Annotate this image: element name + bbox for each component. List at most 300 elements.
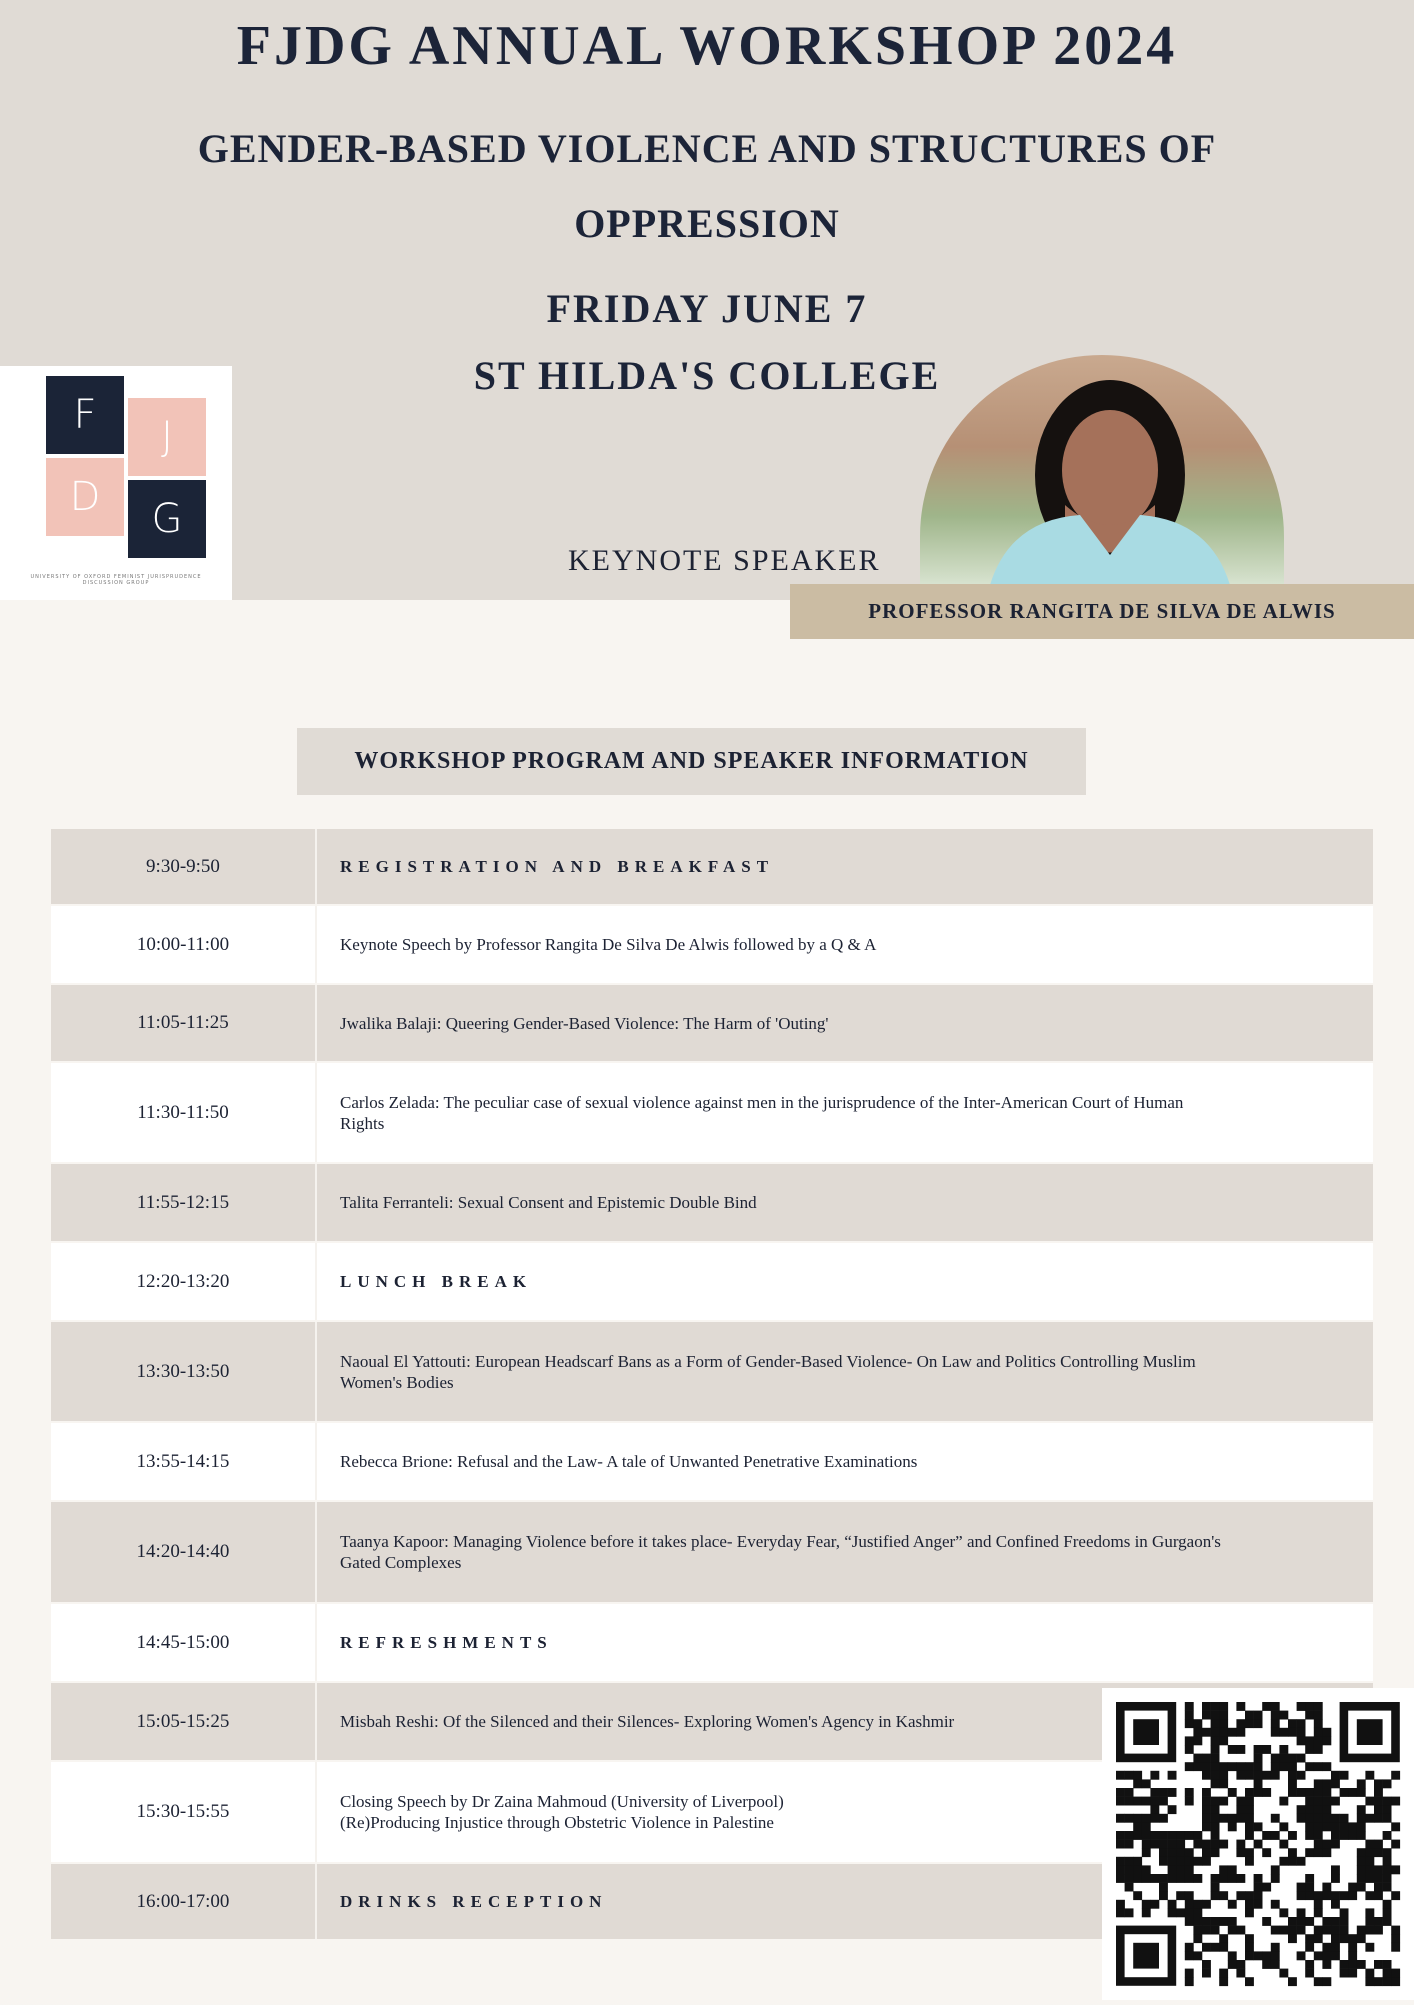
qr-module <box>1202 1754 1211 1763</box>
qr-module <box>1271 1926 1280 1935</box>
qr-module <box>1219 1969 1228 1978</box>
qr-module <box>1357 1926 1366 1935</box>
qr-module <box>1133 1797 1142 1806</box>
logo-letter-g: G <box>128 480 206 558</box>
qr-module <box>1391 1771 1400 1780</box>
qr-module <box>1297 1917 1306 1926</box>
qr-module <box>1254 1822 1263 1831</box>
qr-module <box>1391 1977 1400 1986</box>
session-description <box>317 1502 1373 1602</box>
qr-module <box>1211 1883 1220 1892</box>
qr-module <box>1116 1857 1125 1866</box>
qr-module <box>1116 1908 1125 1917</box>
session-time <box>51 1063 317 1162</box>
qr-module <box>1314 1736 1323 1745</box>
event-subtitle-cont: OPPRESSION <box>574 201 840 246</box>
program-row <box>51 1502 1373 1602</box>
qr-module <box>1159 1857 1168 1866</box>
qr-module <box>1305 1822 1314 1831</box>
qr-module <box>1193 1762 1202 1771</box>
session-text: Closing Speech by Dr Zaina Mahmoud (University of Liverpool) <box>340 1792 784 1811</box>
qr-module <box>1279 1926 1288 1935</box>
qr-module <box>1314 1977 1323 1986</box>
qr-module <box>1297 1771 1306 1780</box>
qr-module <box>1262 1951 1271 1960</box>
qr-module <box>1297 1702 1306 1711</box>
qr-module <box>1254 1900 1263 1909</box>
logo-caption: UNIVERSITY OF OXFORD FEMINIST JURISPRUDENCE DISCUSSION GROUP <box>30 574 202 586</box>
qr-module <box>1288 1857 1297 1866</box>
qr-module <box>1245 1797 1254 1806</box>
qr-module <box>1288 1831 1297 1840</box>
qr-module <box>1331 1917 1340 1926</box>
session-time <box>51 906 317 983</box>
qr-module <box>1125 1797 1134 1806</box>
qr-module <box>1168 1840 1177 1849</box>
qr-module <box>1168 1874 1177 1883</box>
qr-module <box>1133 1943 1159 1969</box>
qr-module <box>1271 1702 1280 1711</box>
time-text: 15:30-15:55 <box>136 1801 230 1822</box>
qr-code[interactable] <box>1102 1688 1414 2000</box>
qr-module <box>1271 1951 1280 1960</box>
session-time <box>51 1762 317 1862</box>
qr-module <box>1314 1805 1323 1814</box>
qr-module <box>1391 1822 1400 1831</box>
qr-module <box>1279 1711 1288 1720</box>
qr-module <box>1133 1719 1159 1745</box>
qr-module <box>1383 1874 1392 1883</box>
qr-module <box>1322 1951 1331 1960</box>
qr-module <box>1357 1874 1366 1883</box>
qr-module <box>1176 1874 1185 1883</box>
qr-module <box>1262 1883 1271 1892</box>
qr-module <box>1211 1736 1220 1745</box>
qr-module <box>1340 1822 1349 1831</box>
qr-module <box>1374 1865 1383 1874</box>
session-text: REFRESHMENTS <box>340 1633 553 1652</box>
qr-module <box>1297 1805 1306 1814</box>
qr-module <box>1142 1865 1151 1874</box>
qr-module <box>1202 1814 1211 1823</box>
qr-module <box>1245 1891 1254 1900</box>
qr-module <box>1228 1788 1237 1797</box>
session-time <box>51 1243 317 1320</box>
qr-module <box>1340 1788 1349 1797</box>
qr-module <box>1133 1814 1142 1823</box>
qr-module <box>1391 1840 1400 1849</box>
session-time <box>51 1864 317 1939</box>
qr-module <box>1271 1865 1280 1874</box>
qr-module <box>1142 1848 1151 1857</box>
program-row <box>51 985 1373 1061</box>
qr-module <box>1228 1822 1237 1831</box>
qr-module <box>1374 1917 1383 1926</box>
qr-module <box>1116 1771 1125 1780</box>
qr-module <box>1236 1969 1245 1978</box>
qr-module <box>1142 1900 1151 1909</box>
qr-module <box>1279 1797 1288 1806</box>
qr-module <box>1314 1926 1323 1935</box>
qr-module <box>1211 1917 1220 1926</box>
qr-module <box>1314 1951 1323 1960</box>
qr-module <box>1314 1814 1323 1823</box>
qr-module <box>1185 1702 1194 1711</box>
qr-module <box>1254 1951 1263 1960</box>
qr-module <box>1245 1900 1254 1909</box>
qr-module <box>1211 1926 1220 1935</box>
qr-module <box>1142 1874 1151 1883</box>
session-description <box>317 1063 1373 1162</box>
qr-module <box>1211 1728 1220 1737</box>
qr-module <box>1219 1702 1228 1711</box>
qr-module <box>1288 1779 1297 1788</box>
qr-module <box>1288 1977 1297 1986</box>
qr-module <box>1279 1745 1288 1754</box>
qr-module <box>1193 1926 1202 1935</box>
logo-letter-f: F <box>46 376 124 454</box>
time-text: 10:00-11:00 <box>136 933 230 955</box>
qr-module <box>1331 1831 1340 1840</box>
qr-module <box>1374 1960 1383 1969</box>
qr-module <box>1150 1771 1159 1780</box>
qr-module <box>1357 1719 1383 1745</box>
qr-module <box>1236 1848 1245 1857</box>
time-text: 15:05-15:25 <box>136 1710 230 1732</box>
qr-module <box>1305 1883 1314 1892</box>
qr-module <box>1202 1857 1211 1866</box>
qr-module <box>1322 1788 1331 1797</box>
qr-module <box>1348 1883 1357 1892</box>
qr-module <box>1245 1831 1254 1840</box>
time-text: 13:30-13:50 <box>136 1360 230 1382</box>
qr-module <box>1142 1814 1151 1823</box>
program-row <box>51 1322 1373 1421</box>
qr-module <box>1228 1745 1237 1754</box>
qr-module <box>1297 1754 1306 1763</box>
qr-module <box>1254 1762 1263 1771</box>
qr-module <box>1168 1848 1177 1857</box>
qr-module <box>1125 1874 1134 1883</box>
qr-module <box>1125 1788 1134 1797</box>
qr-module <box>1202 1840 1211 1849</box>
qr-module <box>1279 1908 1288 1917</box>
qr-module <box>1383 1960 1392 1969</box>
qr-module <box>1211 1771 1220 1780</box>
qr-module <box>1228 1728 1237 1737</box>
qr-module <box>1365 1977 1374 1986</box>
qr-module <box>1159 1831 1168 1840</box>
qr-module <box>1305 1736 1314 1745</box>
qr-module <box>1262 1745 1271 1754</box>
qr-module <box>1211 1874 1220 1883</box>
qr-module <box>1288 1934 1297 1943</box>
qr-module <box>1297 1728 1306 1737</box>
qr-module <box>1374 1883 1383 1892</box>
qr-module <box>1271 1900 1280 1909</box>
qr-module <box>1322 1926 1331 1935</box>
qr-module <box>1357 1857 1366 1866</box>
qr-module <box>1288 1917 1297 1926</box>
qr-module <box>1288 1848 1297 1857</box>
qr-module <box>1288 1762 1297 1771</box>
qr-module <box>1383 1917 1392 1926</box>
qr-module <box>1142 1831 1151 1840</box>
qr-module <box>1297 1736 1306 1745</box>
qr-module <box>1348 1934 1357 1943</box>
logo-letter-d: D <box>46 458 124 536</box>
qr-module <box>1348 1943 1357 1952</box>
qr-module <box>1314 1762 1323 1771</box>
session-text: Carlos Zelada: The peculiar case of sexual violence against men in the jurisprudence of the Inter-American Court of Human <box>340 1092 1184 1112</box>
qr-module <box>1365 1771 1374 1780</box>
qr-module <box>1322 1779 1331 1788</box>
qr-module <box>1219 1977 1228 1986</box>
qr-module <box>1383 1865 1392 1874</box>
qr-module <box>1314 1848 1323 1857</box>
qr-module <box>1271 1874 1280 1883</box>
qr-module <box>1125 1771 1134 1780</box>
qr-module <box>1331 1900 1340 1909</box>
qr-module <box>1331 1934 1340 1943</box>
qr-module <box>1322 1822 1331 1831</box>
qr-module <box>1133 1822 1142 1831</box>
qr-module <box>1340 1908 1349 1917</box>
session-time <box>51 985 317 1061</box>
qr-module <box>1331 1874 1340 1883</box>
qr-module <box>1219 1797 1228 1806</box>
qr-module <box>1383 1883 1392 1892</box>
qr-module <box>1159 1797 1168 1806</box>
qr-module <box>1219 1917 1228 1926</box>
qr-module <box>1168 1805 1177 1814</box>
qr-module <box>1236 1891 1245 1900</box>
qr-module <box>1236 1874 1245 1883</box>
event-title: FJDG ANNUAL WORKSHOP 2024 <box>236 15 1178 77</box>
qr-module <box>1314 1745 1323 1754</box>
qr-module <box>1193 1934 1202 1943</box>
qr-module <box>1383 1814 1392 1823</box>
time-text: 16:00-17:00 <box>136 1890 230 1912</box>
qr-module <box>1245 1951 1254 1960</box>
qr-module <box>1159 1883 1168 1892</box>
qr-module <box>1236 1797 1245 1806</box>
session-description <box>317 1164 1373 1241</box>
qr-module <box>1391 1969 1400 1978</box>
qr-module <box>1331 1822 1340 1831</box>
qr-module <box>1219 1762 1228 1771</box>
qr-module <box>1185 1745 1194 1754</box>
qr-module <box>1245 1977 1254 1986</box>
qr-module <box>1185 1857 1194 1866</box>
qr-module <box>1176 1865 1185 1874</box>
qr-module <box>1314 1702 1323 1711</box>
qr-module <box>1365 1857 1374 1866</box>
qr-module <box>1193 1728 1202 1737</box>
qr-module <box>1322 1977 1331 1986</box>
qr-module <box>1193 1831 1202 1840</box>
qr-module <box>1340 1960 1349 1969</box>
qr-module <box>1348 1969 1357 1978</box>
qr-module <box>1254 1840 1263 1849</box>
qr-module <box>1340 1969 1349 1978</box>
qr-module <box>1357 1883 1366 1892</box>
qr-module <box>1125 1865 1134 1874</box>
qr-module <box>1365 1797 1374 1806</box>
qr-module <box>1340 1926 1349 1935</box>
qr-module <box>1202 1822 1211 1831</box>
qr-module <box>1348 1822 1357 1831</box>
qr-module <box>1202 1900 1211 1909</box>
qr-module <box>1383 1977 1392 1986</box>
qr-module <box>1279 1822 1288 1831</box>
qr-module <box>1150 1805 1159 1814</box>
qr-module <box>1314 1908 1323 1917</box>
qr-module <box>1245 1857 1254 1866</box>
qr-module <box>1245 1805 1254 1814</box>
qr-module <box>1331 1891 1340 1900</box>
qr-module <box>1322 1797 1331 1806</box>
qr-module <box>1305 1891 1314 1900</box>
qr-module <box>1211 1745 1220 1754</box>
qr-module <box>1314 1831 1323 1840</box>
session-text: Taanya Kapoor: Managing Violence before it takes place- Everyday Fear, “Justified Anger” and Confined Freedoms in Gurgaon's <box>340 1532 1221 1551</box>
qr-module <box>1116 1831 1125 1840</box>
qr-module <box>1365 1943 1374 1952</box>
qr-module <box>1297 1814 1306 1823</box>
session-time <box>51 1322 317 1421</box>
qr-module <box>1374 1805 1383 1814</box>
qr-module <box>1219 1814 1228 1823</box>
qr-module <box>1116 1814 1125 1823</box>
program-row <box>51 1063 1373 1162</box>
qr-module <box>1228 1814 1237 1823</box>
qr-module <box>1357 1822 1366 1831</box>
qr-module <box>1236 1719 1245 1728</box>
qr-module <box>1116 1874 1125 1883</box>
qr-module <box>1314 1891 1323 1900</box>
qr-module <box>1150 1788 1159 1797</box>
qr-module <box>1262 1702 1271 1711</box>
time-text: 14:45-15:00 <box>136 1631 230 1653</box>
qr-module <box>1374 1874 1383 1883</box>
qr-module <box>1185 1797 1194 1806</box>
qr-module <box>1391 1926 1400 1935</box>
qr-module <box>1202 1771 1211 1780</box>
qr-module <box>1365 1908 1374 1917</box>
session-time <box>51 1423 317 1500</box>
qr-module <box>1340 1831 1349 1840</box>
event-date: FRIDAY JUNE 7 <box>546 286 868 331</box>
session-text: Rebecca Brione: Refusal and the Law- A tale of Unwanted Penetrative Examinations <box>340 1452 918 1471</box>
qr-module <box>1245 1719 1254 1728</box>
qr-module <box>1168 1900 1177 1909</box>
qr-module <box>1245 1943 1254 1952</box>
qr-module <box>1219 1865 1228 1874</box>
qr-module <box>1279 1728 1288 1737</box>
session-description <box>317 1322 1373 1421</box>
qr-module <box>1219 1934 1228 1943</box>
qr-module <box>1142 1908 1151 1917</box>
qr-module <box>1211 1891 1220 1900</box>
session-text: Women's Bodies <box>340 1372 454 1392</box>
qr-module <box>1271 1728 1280 1737</box>
qr-module <box>1202 1943 1211 1952</box>
qr-module <box>1348 1891 1357 1900</box>
qr-module <box>1202 1728 1211 1737</box>
qr-module <box>1391 1797 1400 1806</box>
session-text: Gated Complexes <box>340 1553 462 1572</box>
qr-module <box>1116 1840 1125 1849</box>
qr-module <box>1228 1951 1237 1960</box>
qr-module <box>1219 1874 1228 1883</box>
session-time <box>51 1683 317 1760</box>
qr-module <box>1305 1934 1314 1943</box>
qr-module <box>1279 1857 1288 1866</box>
qr-module <box>1357 1865 1366 1874</box>
qr-module <box>1159 1874 1168 1883</box>
qr-module <box>1357 1848 1366 1857</box>
qr-module <box>1185 1917 1194 1926</box>
time-text: 12:20-13:20 <box>136 1270 230 1292</box>
qr-module <box>1314 1788 1323 1797</box>
qr-module <box>1125 1814 1134 1823</box>
qr-module <box>1357 1805 1366 1814</box>
qr-module <box>1185 1788 1194 1797</box>
qr-module <box>1288 1728 1297 1737</box>
qr-module <box>1331 1926 1340 1935</box>
qr-module <box>1254 1719 1263 1728</box>
qr-module <box>1219 1711 1228 1720</box>
qr-module <box>1142 1822 1151 1831</box>
qr-module <box>1314 1840 1323 1849</box>
time-text: 11:30-11:50 <box>137 1101 229 1123</box>
qr-module <box>1236 1762 1245 1771</box>
qr-module <box>1168 1788 1177 1797</box>
qr-module <box>1322 1891 1331 1900</box>
qr-module <box>1365 1874 1374 1883</box>
qr-module <box>1374 1814 1383 1823</box>
qr-module <box>1288 1754 1297 1763</box>
qr-module <box>1314 1711 1323 1720</box>
qr-module <box>1279 1840 1288 1849</box>
qr-code-icon[interactable] <box>1102 1688 1414 2000</box>
qr-module <box>1211 1805 1220 1814</box>
session-text: Misbah Reshi: Of the Silenced and their Silences- Exploring Women's Agency in Kashmir <box>340 1712 955 1731</box>
qr-module <box>1340 1934 1349 1943</box>
qr-module <box>1374 1840 1383 1849</box>
qr-module <box>1391 1865 1400 1874</box>
qr-module <box>1331 1840 1340 1849</box>
qr-module <box>1331 1951 1340 1960</box>
qr-module <box>1176 1908 1185 1917</box>
qr-module <box>1211 1831 1220 1840</box>
qr-module <box>1211 1762 1220 1771</box>
qr-module <box>1322 1805 1331 1814</box>
qr-module <box>1348 1788 1357 1797</box>
session-description <box>317 829 1373 904</box>
qr-module <box>1202 1711 1211 1720</box>
qr-module <box>1374 1926 1383 1935</box>
qr-module <box>1159 1848 1168 1857</box>
qr-module <box>1211 1943 1220 1952</box>
qr-module <box>1193 1900 1202 1909</box>
qr-module <box>1365 1891 1374 1900</box>
event-venue: ST HILDA'S COLLEGE <box>473 353 941 398</box>
qr-module <box>1254 1779 1263 1788</box>
qr-module <box>1271 1831 1280 1840</box>
qr-module <box>1305 1943 1314 1952</box>
